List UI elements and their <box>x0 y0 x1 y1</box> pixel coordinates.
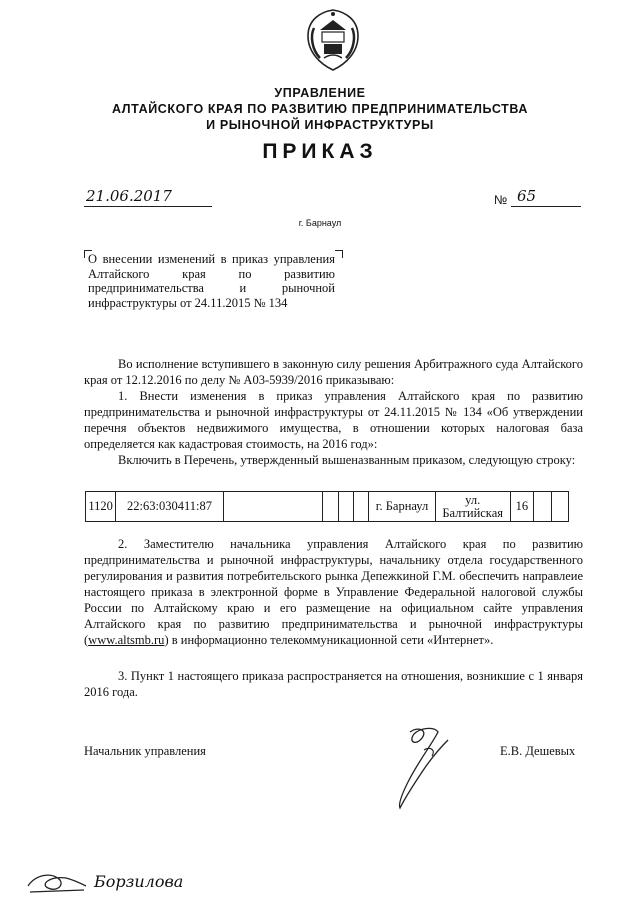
table-row <box>86 492 569 522</box>
document-type-title: ПРИКАЗ <box>262 140 378 163</box>
footer-initials-scribble <box>26 868 88 896</box>
table-cell-empty <box>551 492 568 522</box>
coat-of-arms-emblem <box>302 6 364 74</box>
agency-name-line2: АЛТАЙСКОГО КРАЯ ПО РАЗВИТИЮ ПРЕДПРИНИМАТЕЛЬСТВА <box>111 102 529 116</box>
table-cell-empty <box>323 492 338 522</box>
bracket-top-right <box>335 250 343 258</box>
signatory-name: Е.В. Дешевых <box>500 744 576 758</box>
agency-name-line3: И РЫНОЧНОЙ ИНФРАСТРУКТУРЫ <box>206 118 434 132</box>
number-label: № <box>494 193 508 207</box>
paragraph-item-2 <box>84 536 583 648</box>
handwritten-date: 21.06.2017 <box>86 187 172 205</box>
table-cell-street: ул. Балтийская <box>435 492 510 522</box>
paragraph-item-1: 1. Внести изменения в приказ управления Алтайского края по развитию предпринимательства и рыночной инфраструктуры от 24.11.2015 № 134 «Об утверждении перечня объектов недвижимого имущества, в отношении которых налоговая база определяется как кадастровая стоимость, на 2016 год»: <box>84 389 583 451</box>
table-cell-empty <box>338 492 353 522</box>
paragraph-item-2-text-b: ) в информационно телекоммуникационной сети «Интернет». <box>164 633 494 647</box>
table-cell-cadastral: 22:63:030411:87 <box>116 492 224 522</box>
handwritten-signature <box>388 722 458 812</box>
handwritten-number: 65 <box>517 187 537 205</box>
paragraph-include: Включить в Перечень, утвержденный вышеназванным приказом, следующую строку: <box>118 453 576 467</box>
paragraph-item-3: 3. Пункт 1 настоящего приказа распространяется на отношения, возникшие с 1 января 2016 года. <box>84 669 583 699</box>
paragraph-item-2-text-a: 2. Заместителю начальника управления Алтайского края по развитию предпринимательства и рыночной инфраструктуры, начальнику отдела государственного регулирования и развития потребительского рынка Депежкиной Г.М. обеспечить направлеие настоящего приказа в электронной форме в Управление Федеральной налоговой службы России по Алтайскому краю и его размещение на официальном сайте управления Алтайского края по развитию предпринимательства и рыночной инфраструктуры ( <box>84 537 583 647</box>
order-subject: О внесении изменений в приказ управления Алтайского края по развитию предпринимательства и рыночной инфраструктуры от 24.11.2015 № 134 <box>88 252 335 310</box>
table-cell-house: 16 <box>510 492 534 522</box>
table-cell-empty <box>353 492 368 522</box>
table-cell-empty <box>534 492 551 522</box>
signatory-position: Начальник управления <box>84 744 206 758</box>
number-field <box>511 187 581 207</box>
website-link[interactable]: www.altsmb.ru <box>88 633 165 647</box>
table-cell-number: 1120 <box>86 492 116 522</box>
table-cell-city: г. Барнаул <box>369 492 436 522</box>
footer-handwritten-name: Борзилова <box>94 872 184 891</box>
paragraph-preamble: Во исполнение вступившего в законную силу решения Арбитражного суда Алтайского края от 12.12.2016 по делу № А03-5939/2016 приказываю: <box>84 357 583 387</box>
city-label: г. Барнаул <box>298 218 342 228</box>
list-table <box>85 491 569 522</box>
date-field <box>84 187 212 207</box>
agency-name-line1: УПРАВЛЕНИЕ <box>274 86 366 100</box>
table-cell-empty <box>223 492 322 522</box>
